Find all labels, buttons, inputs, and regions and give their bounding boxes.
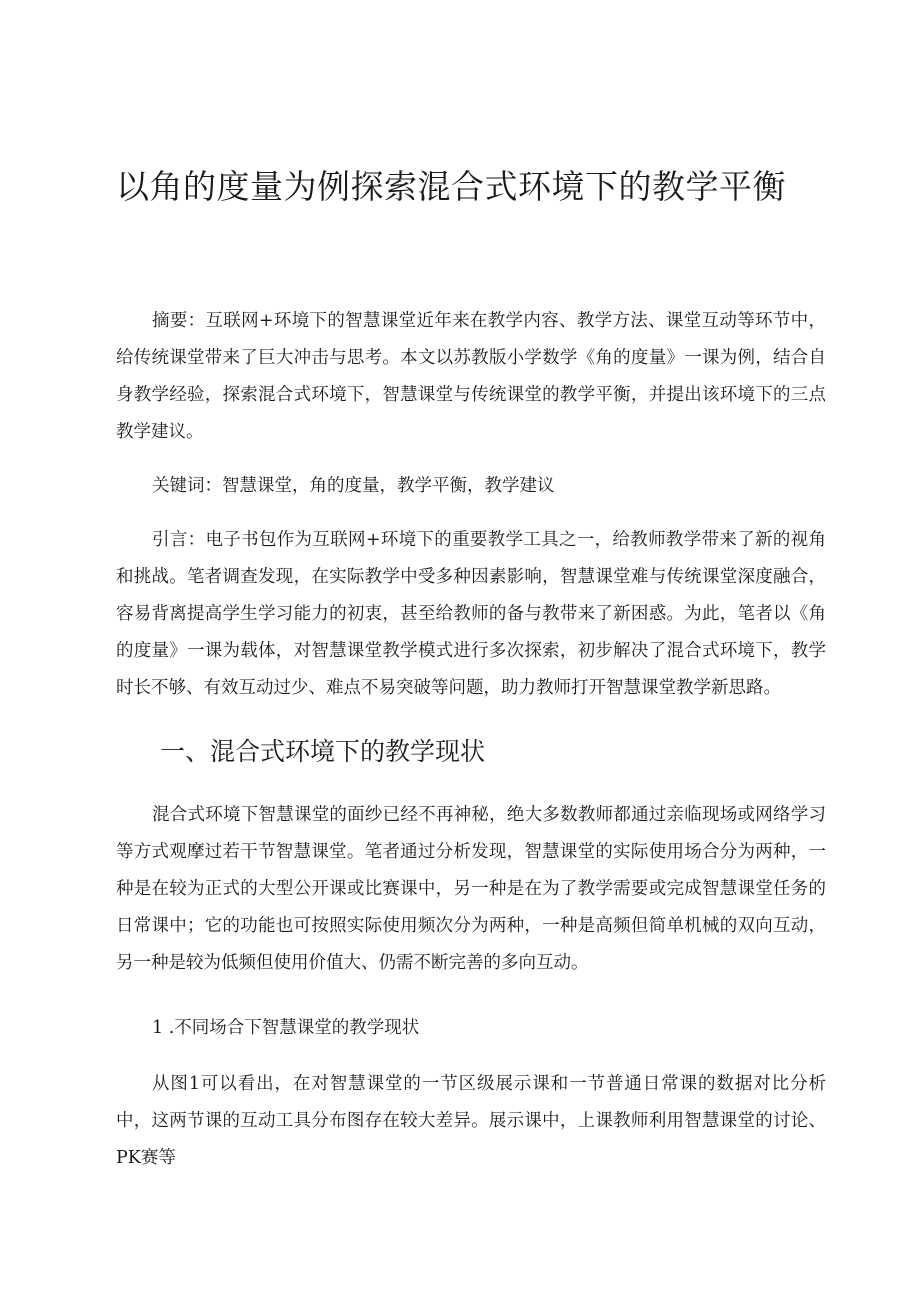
abstract-paragraph: 摘要：互联网+环境下的智慧课堂近年来在教学内容、教学方法、课堂互动等环节中，给传统课堂带来了巨大冲击与思考。本文以苏教版小学数学《角的度量》一课为例，结合自身教学经验，探索混合式环境下，智慧课堂与传统课堂的教学平衡，并提出该环境下的三点教学建议。	[116, 311, 826, 442]
introduction-paragraph: 引言：电子书包作为互联网+环境下的重要教学工具之一，给教师教学带来了新的视角和挑战。笔者调查发现，在实际教学中受多种因素影响，智慧课堂难与传统课堂深度融合，容易背离提高学生学习能力的初衷，甚至给教师的备与教带来了新困惑。为此，笔者以《角的度量》一课为载体，对智慧课堂教学模式进行多次探索，初步解决了混合式环境下，教学时长不够、有效互动过少、难点不易突破等问题，助力教师打开智慧课堂教学新思路。	[116, 530, 826, 698]
subsection-paragraph: 从图1可以看出，在对智慧课堂的一节区级展示课和一节普通日常课的数据对比分析中，这两节课的互动工具分布图存在较大差异。展示课中，上课教师利用智慧课堂的讨论、PK赛等	[116, 1074, 826, 1168]
document-title: 以角的度量为例探索混合式环境下的教学平衡	[116, 167, 786, 206]
keywords-paragraph: 关键词：智慧课堂，角的度量，教学平衡，教学建议	[152, 476, 555, 496]
section-paragraph: 混合式环境下智慧课堂的面纱已经不再神秘，绝大多数教师都通过亲临现场或网络学习等方式观摩过若干节智慧课堂。笔者通过分析发现，智慧课堂的实际使用场合分为两种，一种是在较为正式的大型公开课或比赛课中，另一种是在为了教学需要或完成智慧课堂任务的日常课中；它的功能也可按照实际使用频次分为两种，一种是高频但简单机械的双向互动，另一种是较为低频但使用价值大、仍需不断完善的多向互动。	[116, 805, 826, 973]
section-heading: 一、混合式环境下的教学现状	[160, 737, 486, 766]
subsection-heading: 1 .不同场合下智慧课堂的教学现状	[152, 1018, 420, 1038]
